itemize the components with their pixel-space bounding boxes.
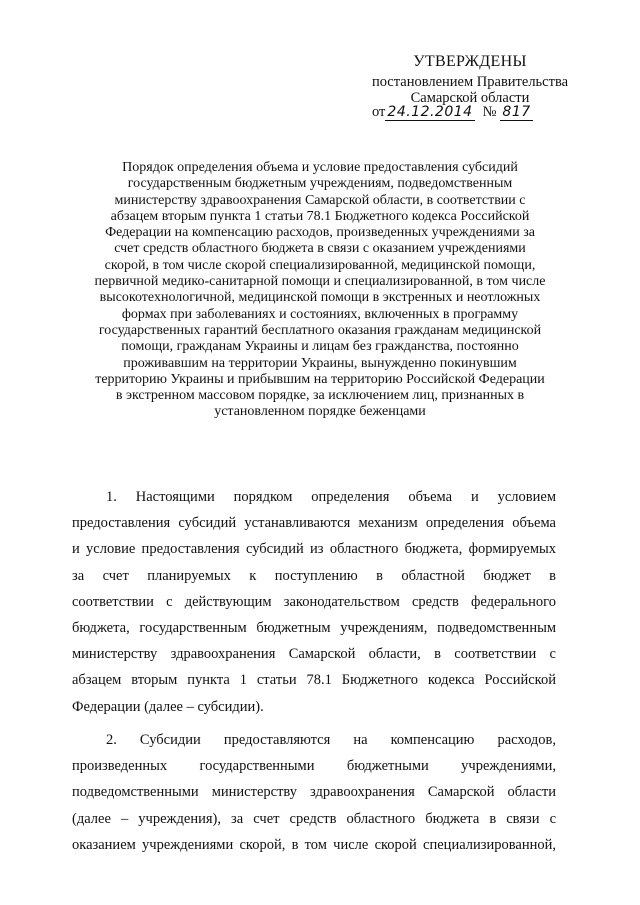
paragraph-line: абзацем вторым пункта 1 статьи 78.1 Бюджетного кодекса Российской <box>72 672 556 689</box>
number-label: № <box>482 104 497 120</box>
paragraph-line: подведомственными министерству здравоохранения Самарской области <box>72 784 556 801</box>
title-line: Порядок определения объема и условие предоставления субсидий <box>122 160 518 175</box>
title-line: проживавшим на территории Украины, вынужденно покинувшим <box>123 355 517 371</box>
title-line: в экстренном массовом порядке, за исключением лиц, признанных в <box>115 388 525 404</box>
paragraph-line: предоставления субсидий устанавливаются механизм определения объема <box>72 515 556 532</box>
title-line: абзацем вторым пункта 1 статьи 78.1 Бюджетного кодекса Российской <box>110 208 530 224</box>
approval-stamp <box>360 54 580 106</box>
title-line: формах при заболеваниях и состояниях, включенных в программу <box>121 306 519 322</box>
handwritten-number: 817 <box>502 104 531 120</box>
from-label: от <box>372 104 386 120</box>
paragraph-line: за счет планируемых к поступлению в областной бюджет в <box>72 567 556 584</box>
title-line: скорой, в том числе скорой специализированной, медицинской помощи, <box>104 257 536 273</box>
paragraph-line: Федерации (далее – субсидии). <box>72 698 264 715</box>
title-line: помощи, гражданам Украины и лицам без гражданства, постоянно <box>121 339 519 355</box>
paragraph-2 <box>72 727 556 858</box>
approved-heading: УТВЕРЖДЕНЫ <box>413 53 527 70</box>
title-line: государственным бюджетным учреждениям, подведомственным <box>127 176 513 192</box>
document-title <box>68 160 572 421</box>
paragraph-line: министерству здравоохранения Самарской области, в соответствии с <box>72 646 556 663</box>
title-line: установленном порядке беженцами <box>214 404 426 420</box>
title-line: высокотехнологичной, медицинской помощи в экстренных и неотложных <box>99 290 541 306</box>
paragraph-1 <box>72 484 556 720</box>
title-line: первичной медико-санитарной помощи и специализированной, в том числе <box>94 274 546 290</box>
handwritten-date: 24.12.2014 <box>387 104 473 120</box>
paragraph-line: бюджета, государственным бюджетным учреждениям, подведомственным <box>72 619 556 636</box>
paragraph-line: (далее – учреждения), за счет средств областного бюджета в связи с <box>72 810 556 827</box>
title-line: министерству здравоохранения Самарской области, в соответствии с <box>114 192 526 208</box>
title-line: Федерации на компенсацию расходов, произведенных учреждениями за <box>105 225 535 241</box>
title-line: государственных гарантий бесплатного оказания гражданам медицинской <box>98 322 542 338</box>
approval-line-1: постановлением Правительства <box>371 74 569 90</box>
paragraph-line: и условие предоставления субсидий из областного бюджета, формируемых <box>72 541 556 558</box>
paragraph-line: соответствии с действующим законодательством средств федерального <box>72 593 556 610</box>
paragraph-line: 1. Настоящими порядком определения объема и условием <box>106 489 556 505</box>
approval-line-2: Самарской области <box>410 90 530 106</box>
paragraph-line: 2. Субсидии предоставляются на компенсацию расходов, <box>106 732 556 748</box>
paragraph-line: произведенных государственными бюджетными учреждениями, <box>72 758 556 775</box>
approval-date-number <box>372 104 533 121</box>
title-line: территорию Украины и прибывшим на территорию Российской Федерации <box>95 371 545 387</box>
title-line: счет средств областного бюджета в связи с оказанием учреждениями <box>114 241 526 257</box>
paragraph-line: оказанием учреждениями скорой, в том числе скорой специализированной, <box>72 836 556 853</box>
